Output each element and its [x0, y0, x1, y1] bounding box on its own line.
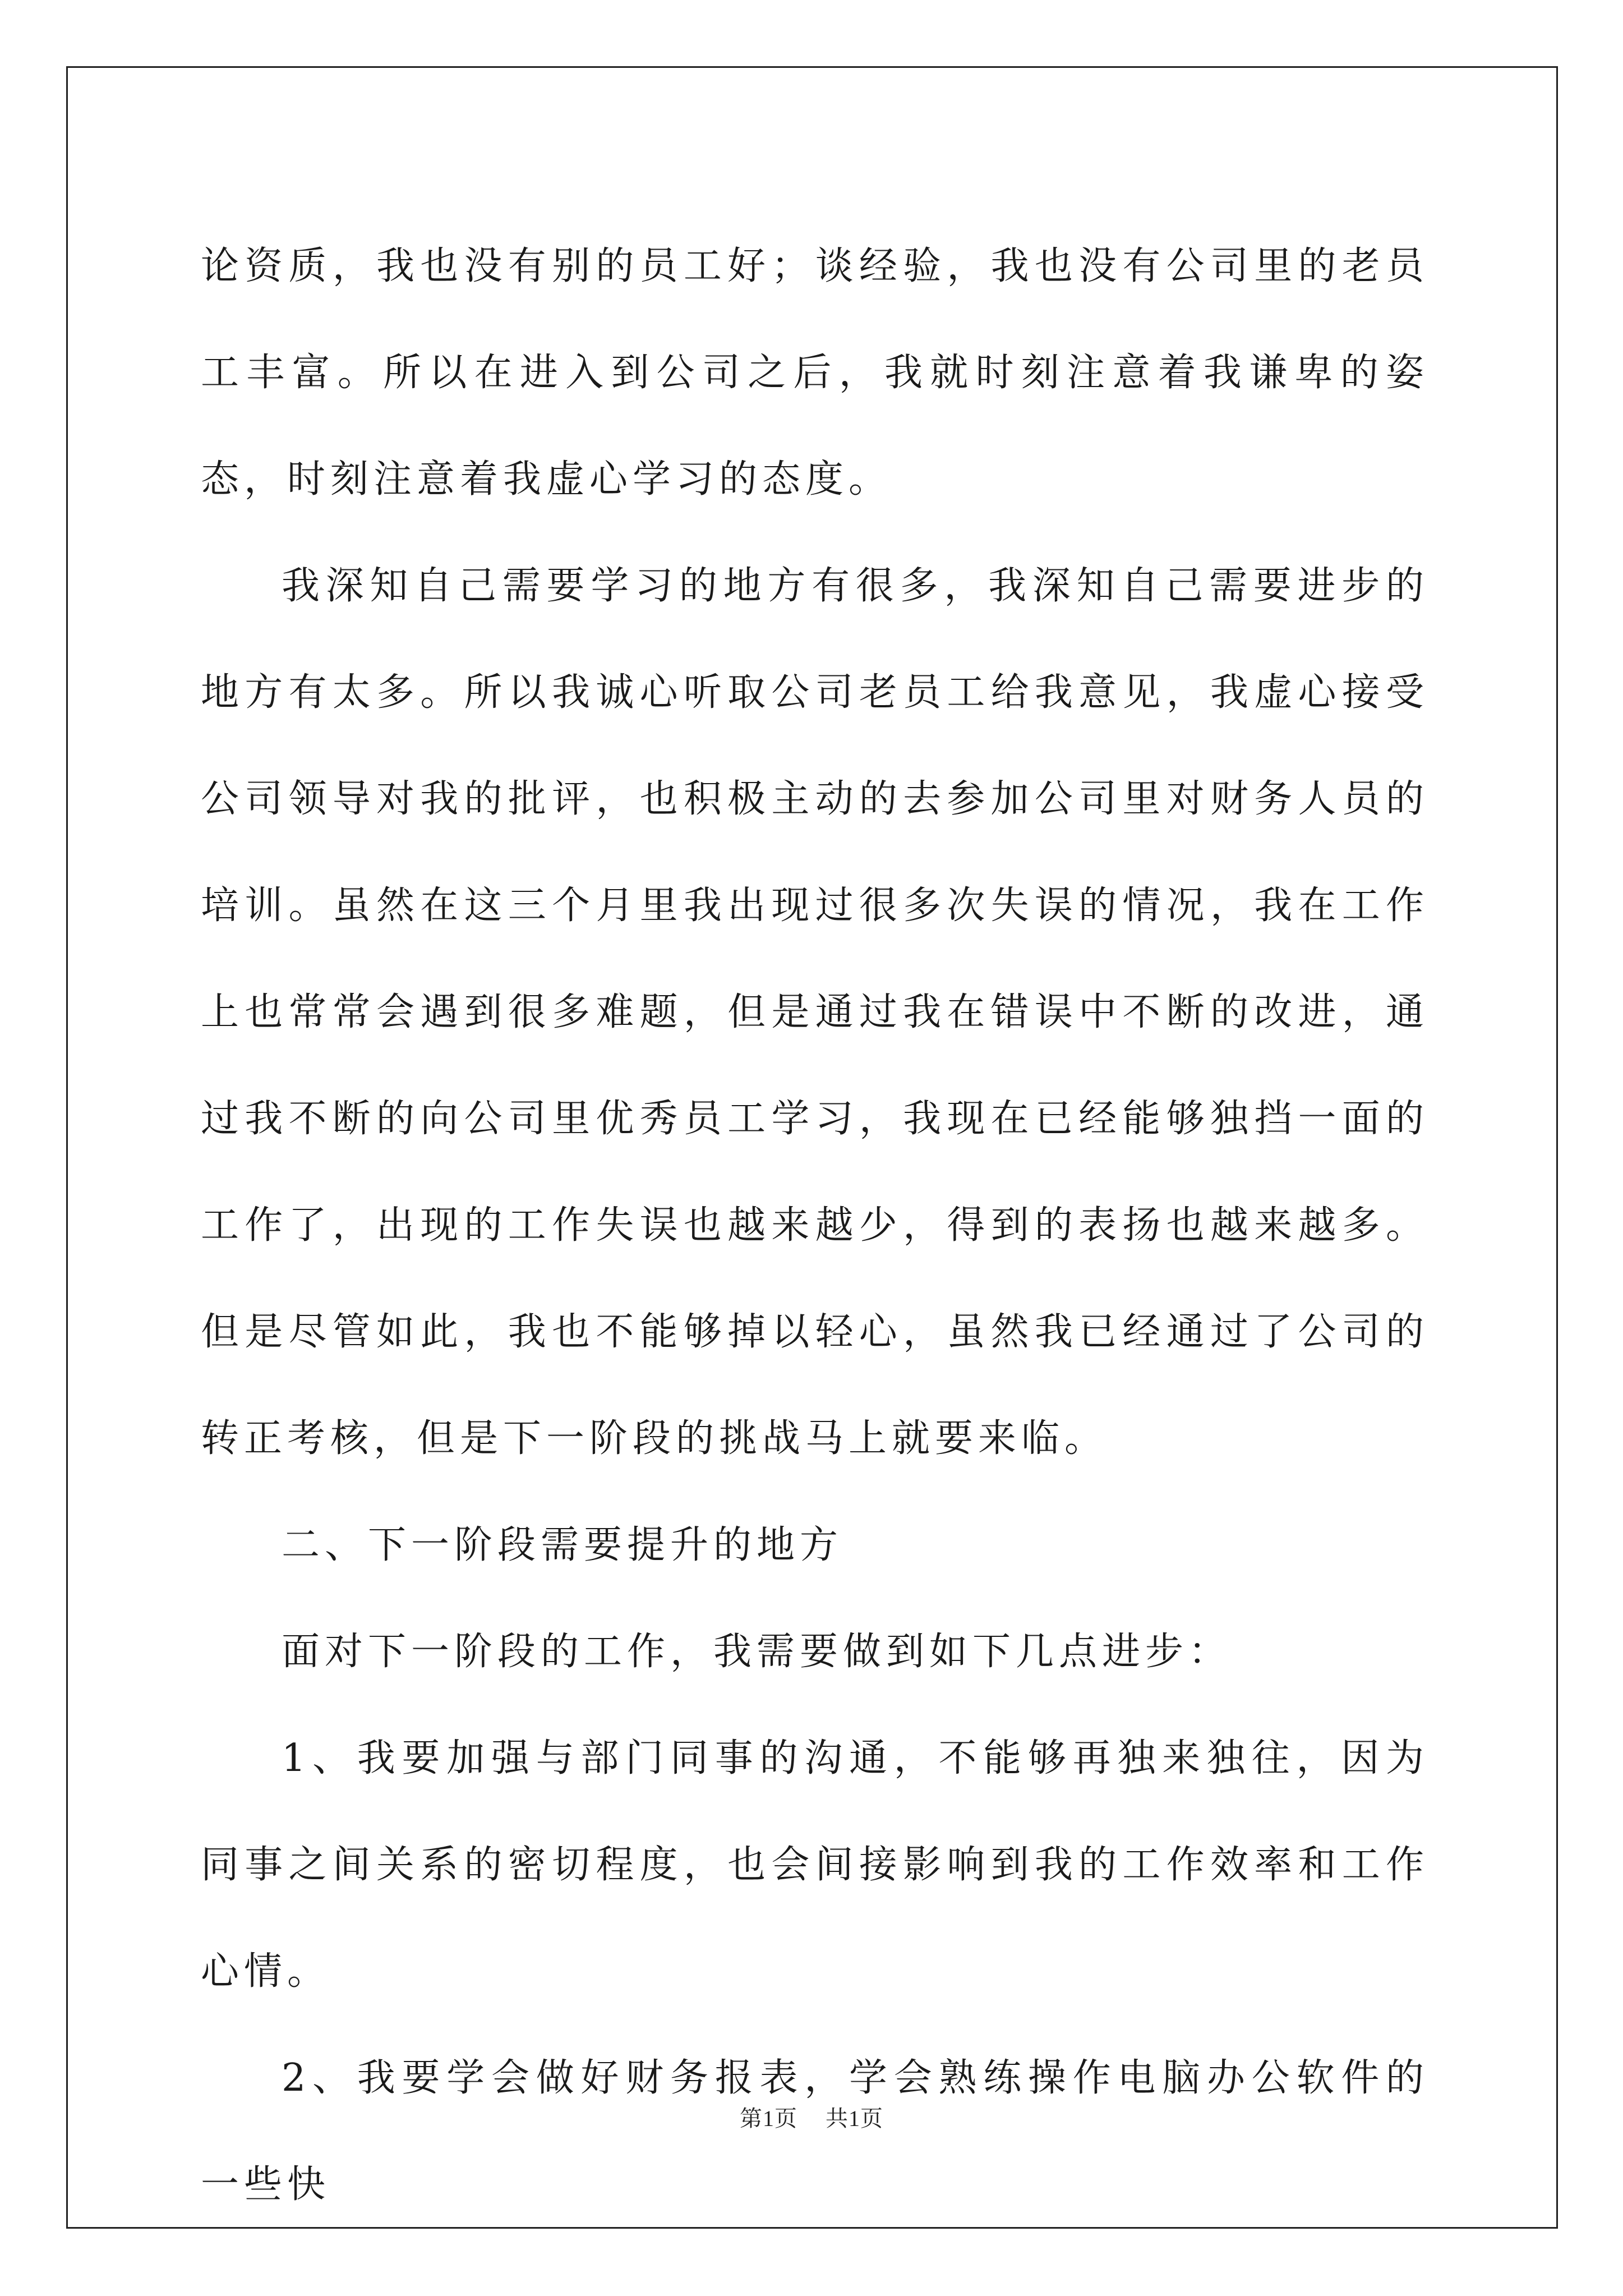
paragraph-1: 论资质，我也没有别的员工好；谈经验，我也没有公司里的老员工丰富。所以在进入到公司之后，我就时刻注意着我谦卑的姿态，时刻注意着我虚心学习的态度。: [201, 244, 1429, 501]
paragraph-2: 我深知自己需要学习的地方有很多，我深知自己需要进步的地方有太多。所以我诚心听取公司老员工给我意见，我虚心接受公司领导对我的批评，也积极主动的去参加公司里对财务人员的培训。虽然在这三个月里我出现过很多次失误的情况，我在工作上也常常会遇到很多难题，但是通过我在错误中不断的改进，通过我不断的向公司里优秀员工学习，我现在已经能够独挡一面的工作了，出现的工作失误也越来越少，得到的表扬也越来越多。但是尽管如此，我也不能够掉以轻心，虽然我已经通过了公司的转正考核，但是下一阶段的挑战马上就要来临。: [201, 564, 1429, 1461]
section-heading: 二、下一阶段需要提升的地方: [282, 1523, 843, 1567]
paragraph-3: 面对下一阶段的工作，我需要做到如下几点进步：: [282, 1630, 1232, 1674]
list-item-1: 1、我要加强与部门同事的沟通，不能够再独来独往，因为同事之间关系的密切程度，也会间接影响到我的工作效率和工作心情。: [201, 1736, 1429, 1994]
page-total: 共1页: [826, 2106, 883, 2131]
document-body: [201, 213, 1429, 2238]
page-number: 第1页: [740, 2106, 797, 2131]
list-item-2: 2、我要学会做好财务报表，学会熟练操作电脑办公软件的一些快: [201, 2056, 1429, 2207]
page-footer: [0, 2101, 1623, 2133]
